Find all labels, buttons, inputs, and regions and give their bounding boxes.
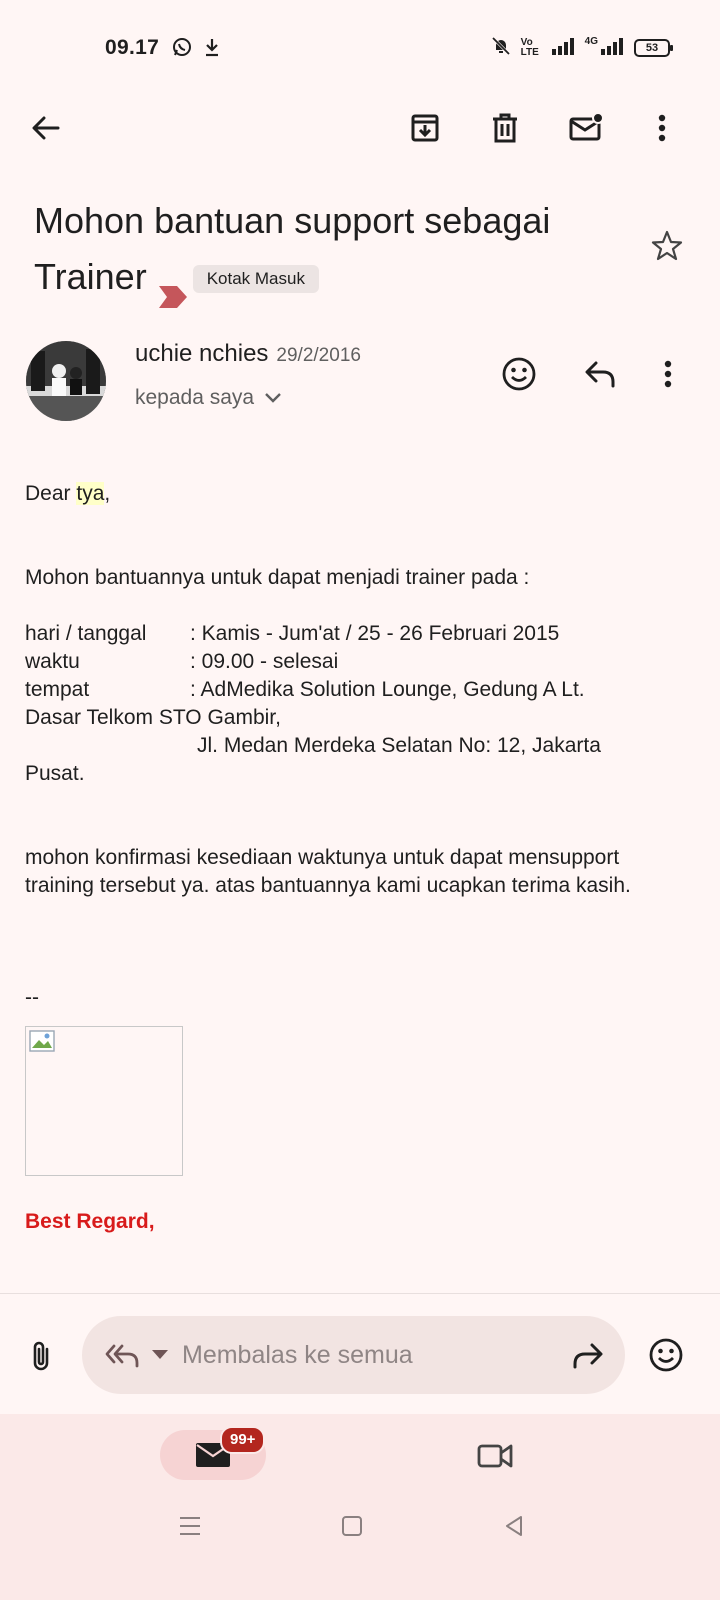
reply-type-dropdown-icon[interactable]: [152, 1350, 168, 1360]
status-icons: [491, 36, 670, 59]
detail-row-date: [25, 620, 685, 648]
whatsapp-icon: [172, 37, 192, 62]
detail-value: : Kamis - Jum'at / 25 - 26 Februari 2015: [190, 622, 560, 645]
email-subject: [34, 193, 634, 305]
chevron-down-icon: [264, 386, 282, 410]
meet-video-icon[interactable]: [475, 1436, 515, 1476]
download-icon: [204, 37, 220, 62]
detail-key: tempat: [25, 678, 90, 701]
greeting-suffix: ,: [104, 482, 111, 505]
recent-apps-icon[interactable]: [176, 1512, 204, 1540]
greeting: [25, 480, 685, 508]
greeting-prefix: Dear: [25, 482, 77, 505]
email-date: 29/2/2016: [276, 345, 361, 366]
recipient-text: kepada saya: [135, 386, 255, 409]
reply-all-input[interactable]: [82, 1316, 625, 1394]
important-marker-icon[interactable]: [159, 268, 187, 290]
volte-label: Vo LTE: [520, 36, 539, 58]
broken-image-icon: [29, 1030, 55, 1052]
message-more-icon[interactable]: [648, 354, 688, 394]
reply-icon[interactable]: [580, 354, 620, 394]
star-icon[interactable]: [647, 226, 687, 266]
attachment-icon[interactable]: [22, 1336, 60, 1376]
signal-icon-1: [551, 37, 575, 58]
battery-indicator: 53: [634, 39, 670, 57]
email-body: [25, 480, 685, 1236]
emoji-icon[interactable]: [646, 1334, 686, 1376]
address-line-2: Pusat.: [25, 762, 85, 785]
detail-row-place: [25, 676, 685, 704]
request-text: Mohon bantuannya untuk dapat menjadi trainer pada :: [25, 566, 530, 589]
archive-icon[interactable]: [405, 108, 445, 148]
reply-placeholder: Membalas ke semua: [182, 1340, 413, 1369]
detail-value: : AdMedika Solution Lounge, Gedung A Lt.: [190, 678, 585, 701]
mark-unread-icon[interactable]: [565, 108, 607, 148]
recipient-details-toggle[interactable]: [135, 386, 282, 410]
trash-icon[interactable]: [485, 108, 525, 148]
signature-image-placeholder: [25, 1026, 183, 1176]
forward-icon[interactable]: [571, 1341, 605, 1369]
signature-text: Best Regard,: [25, 1210, 155, 1233]
network-type: 4G: [584, 36, 598, 47]
mute-icon: [491, 36, 511, 59]
closing-text: mohon konfirmasi kesediaan waktunya untuk dapat mensupport training tersebut ya. atas bantuannya kami ucapkan terima kasih.: [25, 846, 631, 897]
bottom-navigation: [0, 1414, 720, 1600]
unread-badge: 99+: [220, 1426, 265, 1454]
status-time: 09.17: [105, 36, 160, 59]
signal-icon-2: [600, 37, 624, 58]
sender-name[interactable]: uchie nchies: [135, 340, 269, 367]
greeting-name: tya: [76, 482, 105, 505]
signature-separator: --: [25, 986, 39, 1009]
place-line-2: Dasar Telkom STO Gambir,: [25, 706, 281, 729]
back-arrow-icon[interactable]: [26, 108, 66, 148]
label-chip[interactable]: Kotak Masuk: [193, 265, 319, 293]
detail-value: : 09.00 - selesai: [190, 650, 339, 673]
system-back-icon[interactable]: [500, 1512, 528, 1540]
address-line-1: Jl. Medan Merdeka Selatan No: 12, Jakarta: [197, 734, 601, 757]
detail-key: hari / tanggal: [25, 622, 147, 645]
detail-key: waktu: [25, 650, 80, 673]
detail-row-time: [25, 648, 685, 676]
sender-avatar[interactable]: [26, 341, 106, 421]
subject-text: Mohon bantuan support sebagai Trainer: [34, 200, 551, 297]
sender-line: [135, 340, 361, 368]
reply-all-icon[interactable]: [104, 1342, 140, 1368]
home-icon[interactable]: [338, 1512, 366, 1540]
more-vert-icon[interactable]: [642, 108, 682, 148]
divider: [0, 1293, 720, 1294]
emoji-reaction-icon[interactable]: [499, 354, 539, 394]
